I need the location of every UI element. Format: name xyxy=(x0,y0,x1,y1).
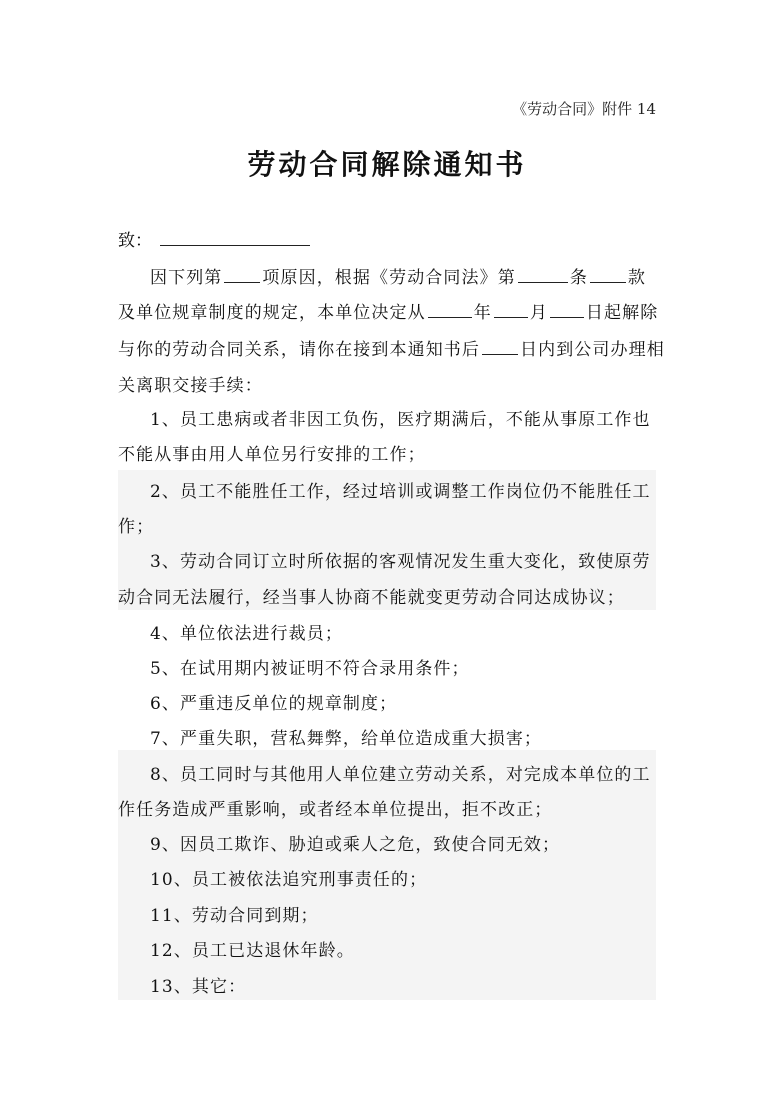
list-item-1-cont: 不能从事由用人单位另行安排的工作； xyxy=(118,445,426,465)
attachment-note: 《劳动合同》附件 14 xyxy=(512,100,656,118)
list-item-1: 1、员工患病或者非因工负伤，医疗期满后，不能从事原工作也 xyxy=(150,410,651,430)
list-item-8-cont: 作任务造成严重影响，或者经本单位提出，拒不改正； xyxy=(118,800,553,820)
article-blank[interactable] xyxy=(518,265,568,283)
days-blank[interactable] xyxy=(482,337,518,355)
list-item-7: 7、严重失职，营私舞弊，给单位造成重大损害； xyxy=(150,729,543,749)
list-item-3: 3、劳动合同订立时所依据的客观情况发生重大变化，致使原劳 xyxy=(150,552,651,572)
day-blank[interactable] xyxy=(550,300,584,318)
list-item-8: 8、员工同时与其他用人单位建立劳动关系，对完成本单位的工 xyxy=(150,765,651,785)
to-label: 致： xyxy=(118,231,152,251)
intro-line-4: 关离职交接手续： xyxy=(118,376,263,396)
list-item-9: 9、因员工欺诈、胁迫或乘人之危，致使合同无效； xyxy=(150,835,561,855)
list-item-12: 12、员工已达退休年龄。 xyxy=(150,941,355,961)
list-item-6: 6、严重违反单位的规章制度； xyxy=(150,694,398,714)
list-item-13: 13、其它： xyxy=(150,977,247,997)
intro-line-2: 及单位规章制度的规定，本单位决定从 年 月 日起解除 xyxy=(118,298,658,323)
list-item-3-cont: 动合同无法履行，经当事人协商不能就变更劳动合同达成协议； xyxy=(118,588,625,608)
page-title: 劳动合同解除通知书 xyxy=(247,148,527,181)
recipient-line xyxy=(118,226,312,251)
intro-line-1: 因下列第 项原因，根据《劳动合同法》第 条 款 xyxy=(150,263,646,288)
list-item-10: 10、员工被依法追究刑事责任的； xyxy=(150,870,428,890)
list-item-11: 11、劳动合同到期； xyxy=(150,906,319,926)
clause-blank[interactable] xyxy=(590,265,626,283)
list-item-2-cont: 作； xyxy=(118,517,155,537)
reason-number-blank[interactable] xyxy=(224,265,260,283)
list-item-5: 5、在试用期内被证明不符合录用条件； xyxy=(150,659,470,679)
list-item-4: 4、单位依法进行裁员； xyxy=(150,624,343,644)
year-blank[interactable] xyxy=(428,300,472,318)
recipient-blank[interactable] xyxy=(160,228,310,246)
intro-line-3: 与你的劳动合同关系，请你在接到本通知书后 日内到公司办理相 xyxy=(118,335,665,360)
month-blank[interactable] xyxy=(494,300,528,318)
list-item-2: 2、员工不能胜任工作，经过培训或调整工作岗位仍不能胜任工 xyxy=(150,482,651,502)
